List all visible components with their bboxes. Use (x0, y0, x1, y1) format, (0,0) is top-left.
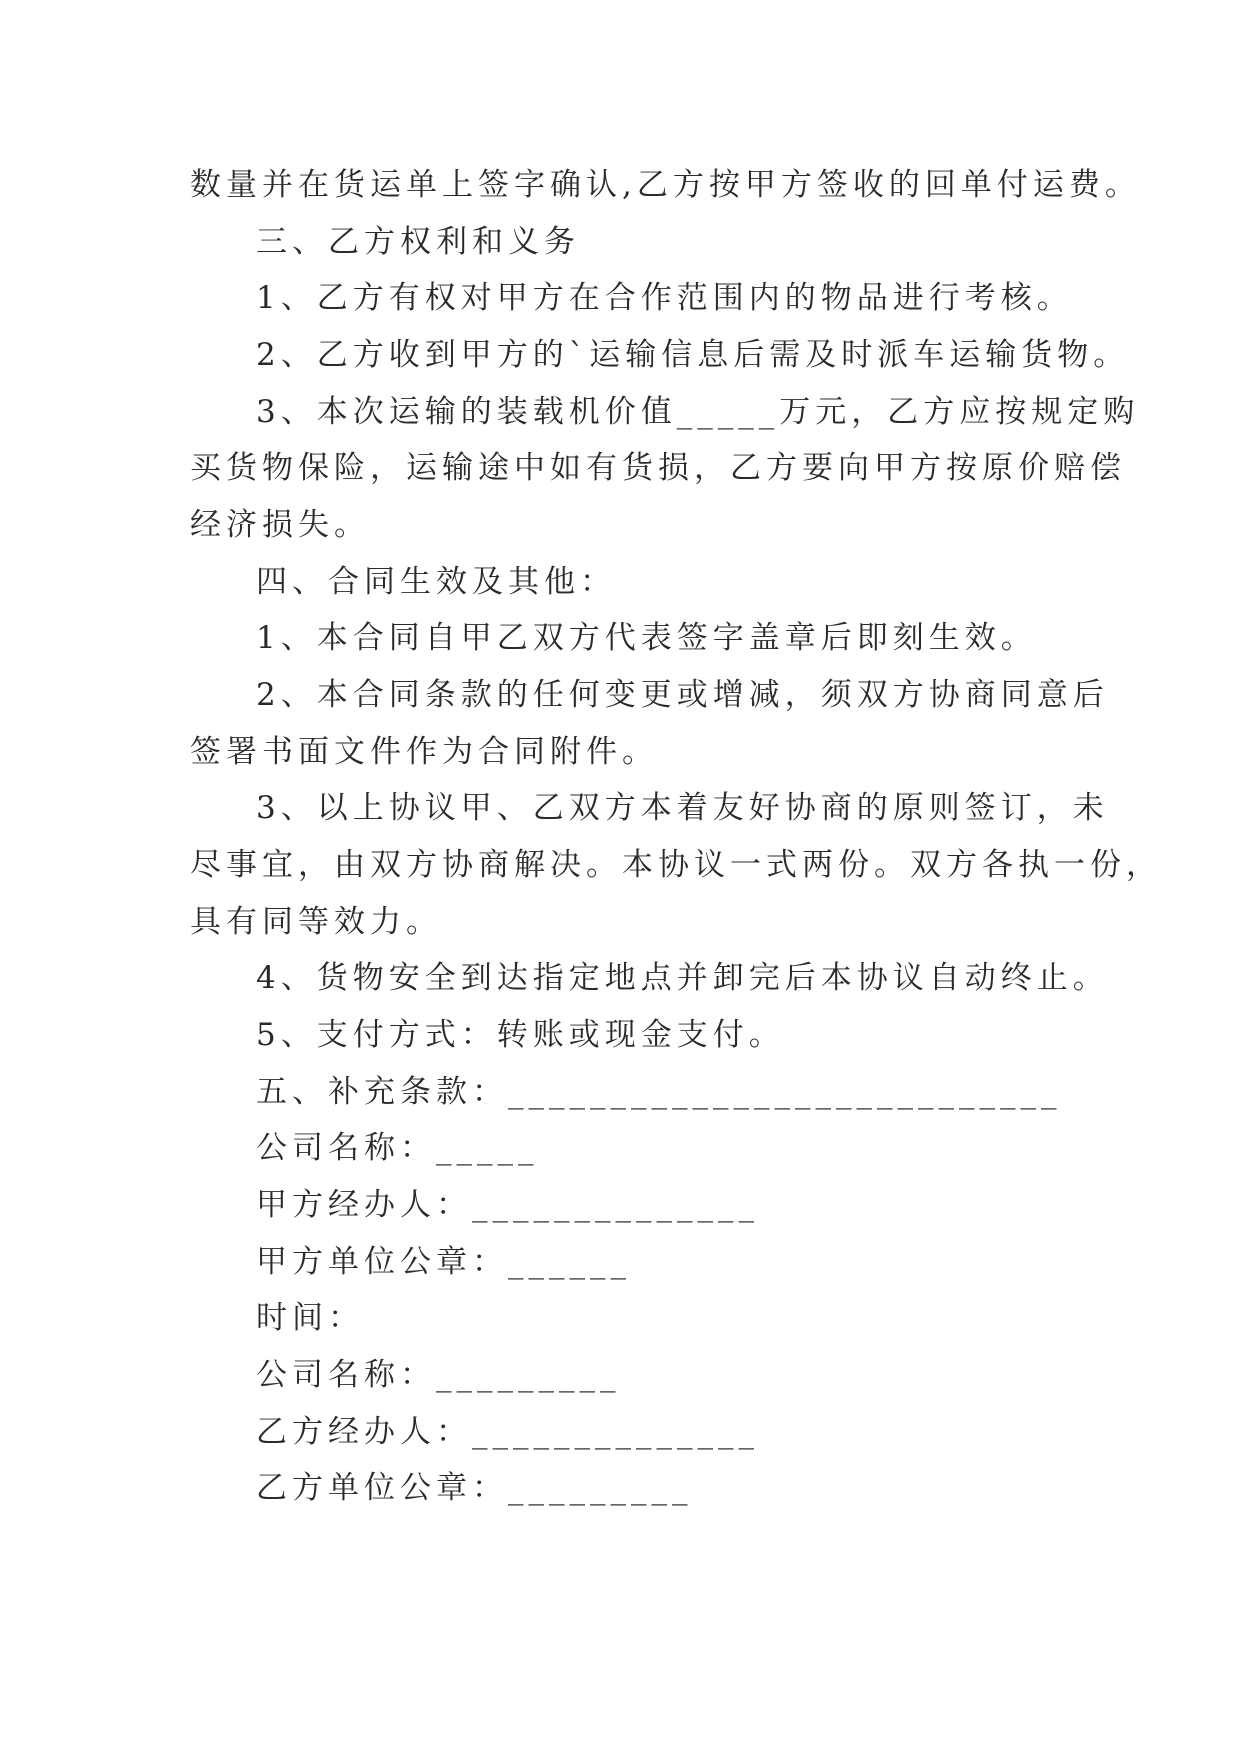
paragraph-line: 3、以上协议甲、乙双方本着友好协商的原则签订，未 (256, 790, 1109, 826)
paragraph-line: 签署书面文件作为合同附件。 (190, 734, 658, 770)
party-a-handler-field: 甲方经办人：______________ (256, 1187, 759, 1223)
paragraph-line: 数量并在货运单上签字确认,乙方按甲方签收的回单付运费。 (190, 167, 1141, 203)
paragraph-line: 5、支付方式：转账或现金支付。 (256, 1017, 785, 1053)
party-b-company-name-field: 公司名称：_________ (256, 1357, 621, 1393)
paragraph-line: 2、乙方收到甲方的`运输信息后需及时派车运输货物。 (256, 337, 1130, 373)
party-b-handler-field: 乙方经办人：______________ (256, 1414, 759, 1450)
paragraph-line: 尽事宜，由双方协商解决。本协议一式两份。双方各执一份， (190, 847, 1162, 883)
paragraph-line: 4、货物安全到达指定地点并卸完后本协议自动终止。 (256, 960, 1109, 996)
paragraph-line: 1、本合同自甲乙双方代表签字盖章后即刻生效。 (256, 620, 1037, 656)
section-heading: 三、乙方权利和义务 (256, 224, 580, 260)
paragraph-line: 3、本次运输的装载机价值_____万元，乙方应按规定购 (256, 394, 1140, 430)
paragraph-line: 具有同等效力。 (190, 904, 442, 940)
party-a-company-name-field: 公司名称：_____ (256, 1130, 539, 1166)
date-field: 时间： (256, 1300, 364, 1336)
section-heading: 四、合同生效及其他： (256, 564, 616, 600)
paragraph-line: 买货物保险，运输途中如有货损，乙方要向甲方按原价赔偿 (190, 450, 1126, 486)
paragraph-line: 经济损失。 (190, 507, 370, 543)
party-a-seal-field: 甲方单位公章：______ (256, 1244, 631, 1280)
party-b-seal-field: 乙方单位公章：_________ (256, 1470, 693, 1506)
supplementary-terms-field: 五、补充条款：___________________________ (256, 1074, 1062, 1110)
paragraph-line: 2、本合同条款的任何变更或增减，须双方协商同意后 (256, 677, 1109, 713)
paragraph-line: 1、乙方有权对甲方在合作范围内的物品进行考核。 (256, 280, 1073, 316)
